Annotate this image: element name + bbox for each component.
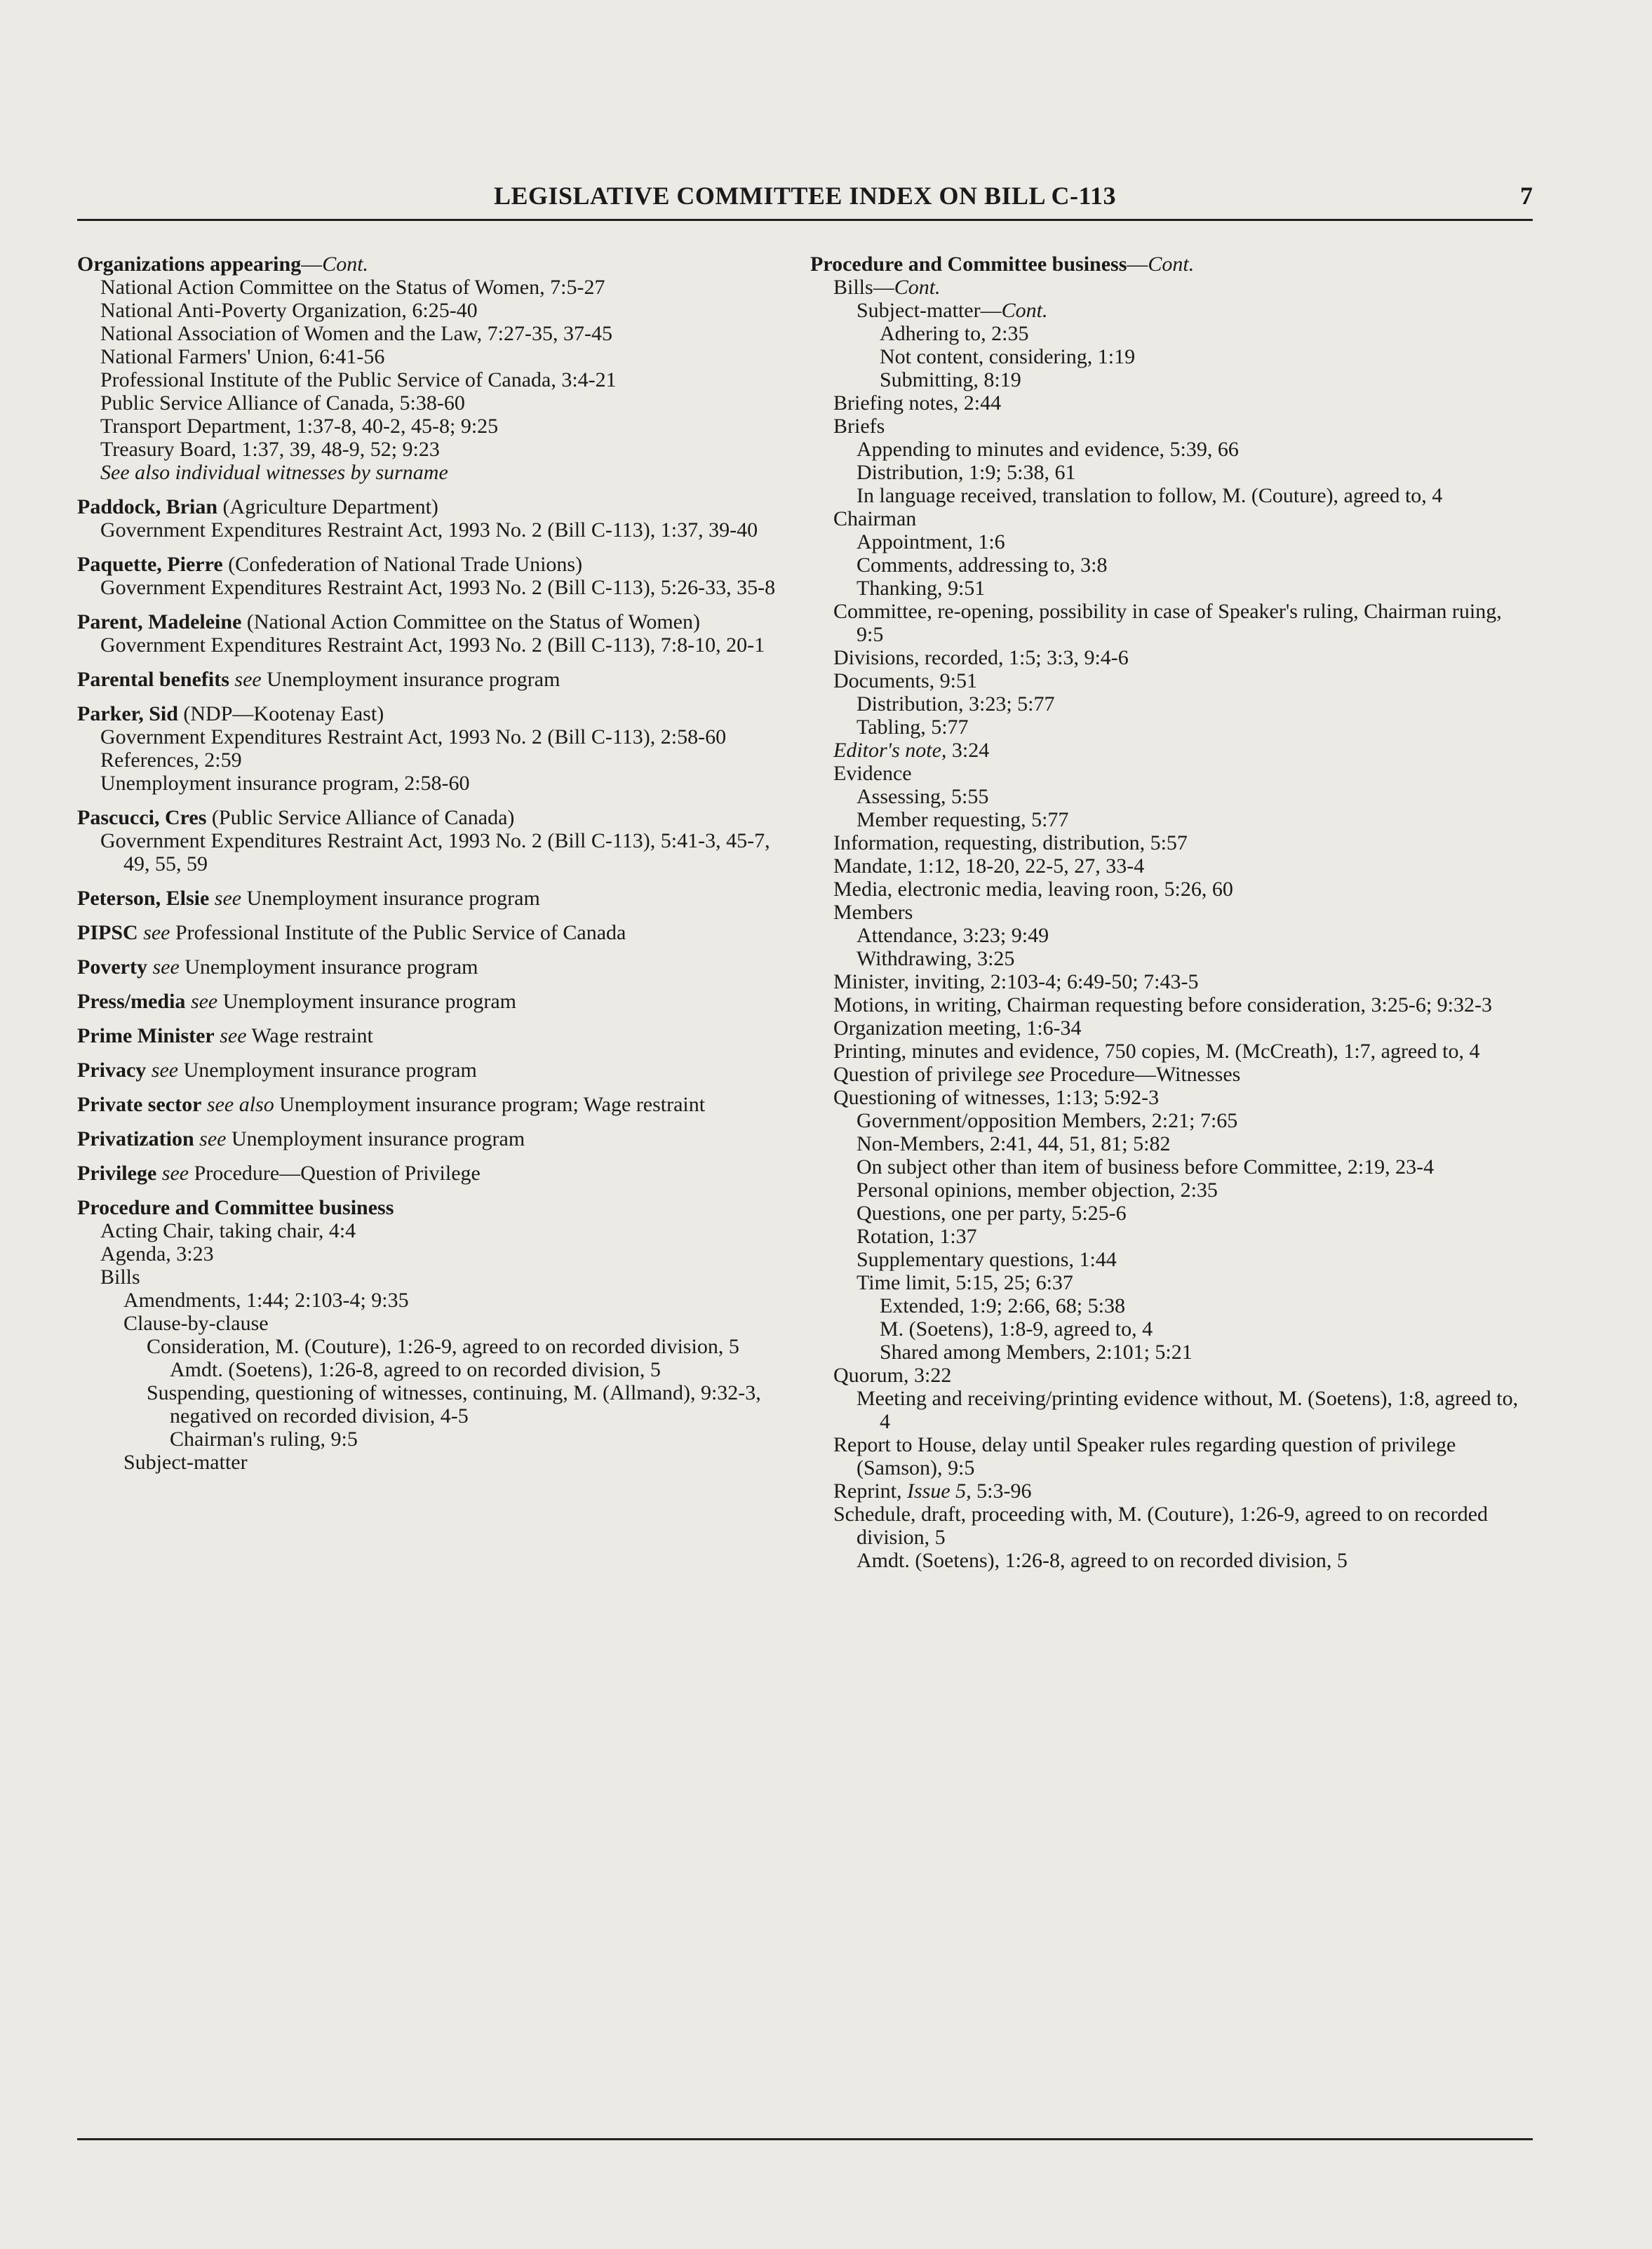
index-heading: Paquette, Pierre (Confederation of National Trade Unions) [77, 553, 583, 576]
index-heading: Press/media see Unemployment insurance program [77, 990, 516, 1013]
index-subentry: References, 2:59 [100, 748, 242, 772]
index-subentry: Quorum, 3:22 [833, 1364, 952, 1387]
index-subentry: Subject-matter—Cont. [857, 299, 1048, 322]
index-subentry: Editor's note, 3:24 [833, 739, 990, 762]
index-heading: Prime Minister see Wage restraint [77, 1024, 373, 1047]
index-subentry: Assessing, 5:55 [857, 785, 989, 808]
index-subentry: Chairman's ruling, 9:5 [170, 1428, 358, 1451]
index-subentry: Amdt. (Soetens), 1:26-8, agreed to on recorded division, 5 [857, 1549, 1348, 1572]
index-subentry: See also individual witnesses by surname [100, 461, 448, 484]
index-subentry: Submitting, 8:19 [880, 368, 1021, 391]
index-subentry: Not content, considering, 1:19 [880, 345, 1136, 368]
index-subentry: Professional Institute of the Public Service of Canada, 3:4-21 [100, 368, 617, 391]
index-subentry: National Anti-Poverty Organization, 6:25-40 [100, 299, 478, 322]
index-subentry: Media, electronic media, leaving roon, 5:26, 60 [833, 878, 1233, 901]
index-column-right [810, 253, 1533, 1572]
index-heading: Paddock, Brian (Agriculture Department) [77, 495, 438, 518]
index-subentry: Questions, one per party, 5:25-6 [857, 1202, 1127, 1225]
index-subentry: Divisions, recorded, 1:5; 3:3, 9:4-6 [833, 646, 1129, 669]
index-subentry: Attendance, 3:23; 9:49 [857, 924, 1049, 947]
index-subentry: Thanking, 9:51 [857, 577, 986, 600]
index-heading: Procedure and Committee business—Cont. [810, 253, 1195, 276]
index-subentry: Minister, inviting, 2:103-4; 6:49-50; 7:43-5 [833, 970, 1199, 993]
index-subentry: On subject other than item of business before Committee, 2:19, 23-4 [857, 1155, 1435, 1179]
page-header [77, 181, 1533, 221]
index-subentry: Rotation, 1:37 [857, 1225, 977, 1248]
index-subentry: National Action Committee on the Status of Women, 7:5-27 [100, 276, 605, 299]
index-subentry: Appending to minutes and evidence, 5:39, 66 [857, 438, 1239, 461]
index-subentry: Schedule, draft, proceeding with, M. (Couture), 1:26-9, agreed to on recorded division, 5 [833, 1503, 1489, 1549]
index-subentry: Consideration, M. (Couture), 1:26-9, agreed to on recorded division, 5 [147, 1335, 739, 1358]
index-subentry: Chairman [833, 507, 917, 530]
index-subentry: Organization meeting, 1:6-34 [833, 1016, 1082, 1040]
index-subentry: Government Expenditures Restraint Act, 1993 No. 2 (Bill C-113), 2:58-60 [100, 725, 727, 748]
index-heading: Private sector see also Unemployment insurance program; Wage restraint [77, 1093, 706, 1116]
index-heading: Pascucci, Cres (Public Service Alliance of Canada) [77, 806, 515, 829]
index-heading: Poverty see Unemployment insurance program [77, 955, 478, 979]
index-heading: Parker, Sid (NDP—Kootenay East) [77, 702, 384, 725]
index-subentry: Tabling, 5:77 [857, 716, 969, 739]
index-subentry: Unemployment insurance program, 2:58-60 [100, 772, 470, 795]
index-subentry: Members [833, 901, 913, 924]
index-subentry: Subject-matter [123, 1451, 248, 1474]
index-subentry: Distribution, 1:9; 5:38, 61 [857, 461, 1076, 484]
index-subentry: Government Expenditures Restraint Act, 1993 No. 2 (Bill C-113), 5:26-33, 35-8 [100, 576, 776, 599]
index-subentry: Information, requesting, distribution, 5:57 [833, 831, 1188, 854]
index-heading: Procedure and Committee business [77, 1196, 394, 1219]
index-heading: Peterson, Elsie see Unemployment insurance program [77, 887, 540, 910]
index-subentry: Personal opinions, member objection, 2:35 [857, 1179, 1218, 1202]
index-subentry: Government Expenditures Restraint Act, 1993 No. 2 (Bill C-113), 1:37, 39-40 [100, 518, 758, 542]
index-subentry: Transport Department, 1:37-8, 40-2, 45-8; 9:25 [100, 415, 499, 438]
index-subentry: M. (Soetens), 1:8-9, agreed to, 4 [880, 1317, 1153, 1341]
index-subentry: Public Service Alliance of Canada, 5:38-60 [100, 391, 465, 415]
index-subentry: Briefing notes, 2:44 [833, 391, 1002, 415]
index-heading: Privatization see Unemployment insurance program [77, 1127, 525, 1150]
index-heading: Organizations appearing—Cont. [77, 253, 369, 276]
index-subentry: Government Expenditures Restraint Act, 1993 No. 2 (Bill C-113), 5:41-3, 45-7, 49, 55, 59 [100, 829, 770, 875]
index-heading: PIPSC see Professional Institute of the Public Service of Canada [77, 921, 626, 944]
index-subentry: Printing, minutes and evidence, 750 copies, M. (McCreath), 1:7, agreed to, 4 [833, 1040, 1480, 1063]
index-subentry: Meeting and receiving/printing evidence without, M. (Soetens), 1:8, agreed to, 4 [857, 1387, 1519, 1433]
index-subentry: National Association of Women and the Law, 7:27-35, 37-45 [100, 322, 612, 345]
index-subentry: Distribution, 3:23; 5:77 [857, 692, 1055, 716]
index-subentry: Extended, 1:9; 2:66, 68; 5:38 [880, 1294, 1125, 1317]
index-subentry: Acting Chair, taking chair, 4:4 [100, 1219, 356, 1242]
index-subentry: Bills [100, 1266, 140, 1289]
index-subentry: Agenda, 3:23 [100, 1242, 214, 1266]
index-subentry: Amendments, 1:44; 2:103-4; 9:35 [123, 1289, 409, 1312]
index-subentry: Withdrawing, 3:25 [857, 947, 1015, 970]
index-subentry: Motions, in writing, Chairman requesting before consideration, 3:25-6; 9:32-3 [833, 993, 1492, 1016]
index-subentry: Shared among Members, 2:101; 5:21 [880, 1341, 1193, 1364]
index-subentry: Questioning of witnesses, 1:13; 5:92-3 [833, 1086, 1160, 1109]
index-subentry: Treasury Board, 1:37, 39, 48-9, 52; 9:23 [100, 438, 440, 461]
index-heading: Privacy see Unemployment insurance program [77, 1059, 477, 1082]
index-column-left [77, 253, 779, 1474]
index-subentry: Suspending, questioning of witnesses, continuing, M. (Allmand), 9:32-3, negatived on recorded division, 4-5 [147, 1381, 761, 1428]
index-subentry: Mandate, 1:12, 18-20, 22-5, 27, 33-4 [833, 854, 1145, 878]
index-subentry: Appointment, 1:6 [857, 530, 1005, 553]
index-subentry: Briefs [833, 415, 885, 438]
index-subentry: Supplementary questions, 1:44 [857, 1248, 1117, 1271]
index-heading: Parent, Madeleine (National Action Committee on the Status of Women) [77, 610, 700, 633]
index-subentry: National Farmers' Union, 6:41-56 [100, 345, 385, 368]
index-subentry: Non-Members, 2:41, 44, 51, 81; 5:82 [857, 1132, 1171, 1155]
page-title: LEGISLATIVE COMMITTEE INDEX ON BILL C-113 [493, 182, 1116, 210]
index-subentry: Government Expenditures Restraint Act, 1993 No. 2 (Bill C-113), 7:8-10, 20-1 [100, 633, 765, 657]
index-subentry: Reprint, Issue 5, 5:3-96 [833, 1479, 1032, 1503]
index-subentry: Government/opposition Members, 2:21; 7:65 [857, 1109, 1238, 1132]
index-subentry: Adhering to, 2:35 [880, 322, 1029, 345]
index-heading: Privilege see Procedure—Question of Privilege [77, 1162, 481, 1185]
page-number: 7 [1520, 182, 1533, 210]
index-subentry: Report to House, delay until Speaker rules regarding question of privilege (Samson), 9:5 [833, 1433, 1456, 1479]
index-subentry: Evidence [833, 762, 912, 785]
index-subentry: Bills—Cont. [833, 276, 941, 299]
index-subentry: Clause-by-clause [123, 1312, 269, 1335]
bottom-rule [77, 2138, 1533, 2140]
index-subentry: Comments, addressing to, 3:8 [857, 553, 1108, 577]
index-subentry: In language received, translation to follow, M. (Couture), agreed to, 4 [857, 484, 1443, 507]
index-subentry: Committee, re-opening, possibility in case of Speaker's ruling, Chairman ruing, 9:5 [833, 600, 1502, 646]
index-subentry: Amdt. (Soetens), 1:26-8, agreed to on recorded division, 5 [170, 1358, 661, 1381]
index-subentry: Time limit, 5:15, 25; 6:37 [857, 1271, 1073, 1294]
index-subentry: Documents, 9:51 [833, 669, 977, 692]
index-subentry: Question of privilege see Procedure—Witnesses [833, 1063, 1241, 1086]
index-subentry: Member requesting, 5:77 [857, 808, 1069, 831]
index-heading: Parental benefits see Unemployment insurance program [77, 668, 560, 691]
